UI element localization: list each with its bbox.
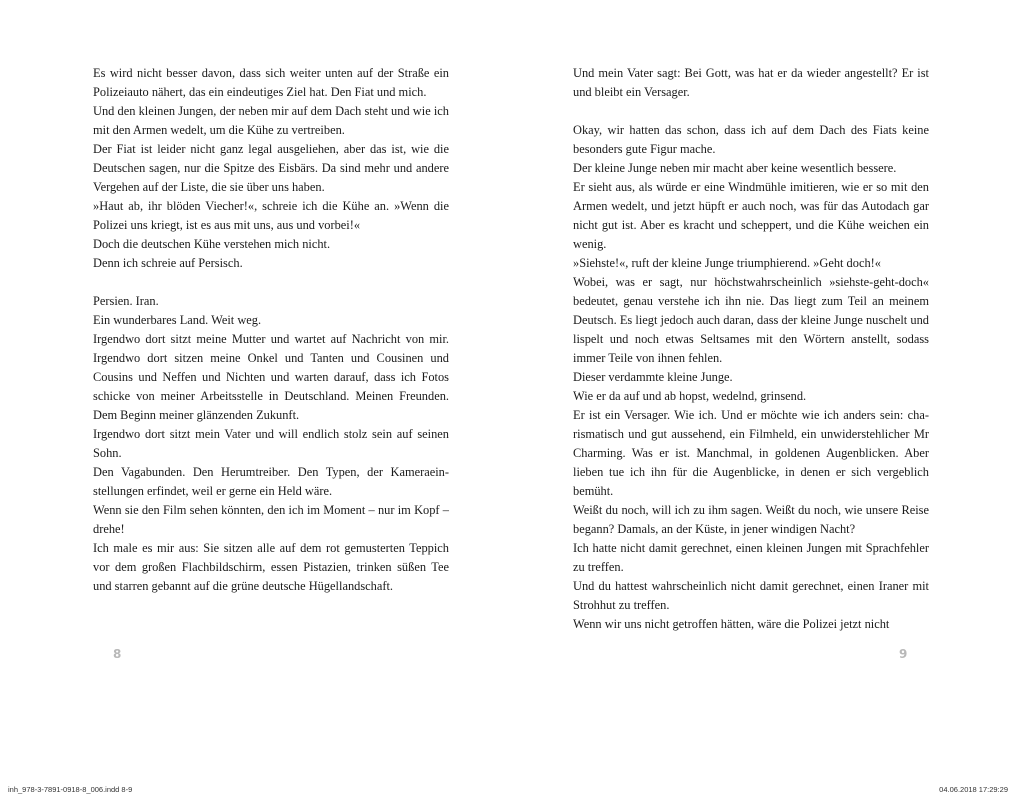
page-number-left: 8: [113, 647, 122, 661]
paragraph: Wenn wir uns nicht getroffen hätten, wäre die Polizei jetzt nicht: [573, 617, 890, 631]
paragraph: Und du hattest wahrscheinlich nicht damit gerechnet, einen Iraner mit Strohhut zu treffen.: [573, 579, 929, 612]
paragraph: Doch die deutschen Kühe verstehen mich nicht.: [93, 237, 331, 251]
paragraph: Den Vagabunden. Den Herumtreiber. Den Typen, der Kameraeinstellungen erfindet, weil er gerne ein Held wäre.: [93, 465, 449, 498]
paragraph: Okay, wir hatten das schon, dass ich auf dem Dach des Fiats keine besonders gute Figur mache.: [573, 123, 929, 156]
paragraph: Denn ich schreie auf Persisch.: [93, 256, 243, 270]
paragraph: Ich hatte nicht damit gerechnet, einen kleinen Jungen mit Sprachfehler zu treffen.: [573, 541, 929, 574]
paragraph: Dieser verdammte kleine Junge.: [573, 370, 733, 384]
paragraph: Es wird nicht besser davon, dass sich weiter unten auf der Straße ein Polizeiauto nähert, das ein eindeutiges Ziel hat. Den Fiat und mich.: [93, 66, 449, 99]
paragraph: Wobei, was er sagt, nur höchstwahrscheinlich »siehste-geht-doch« bedeutet, genau verstehe ich ihn nie. Das liegt zum Teil an meinem Deutsch. Es liegt jedoch auch daran, dass der kleine Junge nuschelt und lispelt und noch etwas Seltsames mit den Wörtern anstellt, sodass immer Teile von ihnen fehlen.: [573, 275, 929, 365]
paragraph: Er sieht aus, als würde er eine Windmühle imitieren, wie er so mit den Armen wedelt, und jetzt hüpft er auch noch, was für das Autodach gar nicht gut ist. Aber es kracht und scheppert, und die Kühe weichen ein wenig.: [573, 180, 929, 251]
paragraph: Weißt du noch, will ich zu ihm sagen. Weißt du noch, wie unsere Reise begann? Damals, an der Küste, in jener windigen Nacht?: [573, 503, 929, 536]
paragraph: Und den kleinen Jungen, der neben mir auf dem Dach steht und wie ich mit den Armen wedelt, um die Kühe zu vertreiben.: [93, 104, 449, 137]
paragraph: Wie er da auf und ab hopst, wedelnd, grinsend.: [573, 389, 807, 403]
paragraph: Der Fiat ist leider nicht ganz legal ausgeliehen, aber das ist, wie die Deutschen sagen, nur die Spitze des Eisbärs. Da sind mehr und andere Vergehen auf der Liste, die sie über uns haben.: [93, 142, 449, 194]
paragraph: Irgendwo dort sitzt mein Vater und will endlich stolz sein auf seinen Sohn.: [93, 427, 449, 460]
right-page-text: [573, 64, 929, 634]
paragraph: Irgendwo dort sitzt meine Mutter und wartet auf Nachricht von mir. Irgendwo dort sitzen meine Onkel und Tanten und Cousinen und Cousins und Neffen und Nichten und warten darauf, dass ich Fotos schicke von meiner Arbeitsstelle in Deutschland. Meinen Freunden. Dem Beginn meiner glänzenden Zukunft.: [93, 332, 449, 422]
paragraph: »Haut ab, ihr blöden Viecher!«, schreie ich die Kühe an. »Wenn die Polizei uns kriegt, ist es aus mit uns, aus und vorbei!«: [93, 199, 449, 232]
paragraph: Wenn sie den Film sehen könnten, den ich im Moment – nur im Kopf – drehe!: [93, 503, 449, 536]
paragraph: Er ist ein Versager. Wie ich. Und er möchte wie ich anders sein: charismatisch und gut aussehend, ein Filmheld, ein unwiderstehlicher Mr Charming. Was er ist. Manchmal, in goldenen Augenblicken. Aber lieben tue ich ihn für die Augenblicke, in denen er sich vergeblich bemüht.: [573, 408, 929, 498]
page-number-right: 9: [899, 647, 908, 661]
paragraph: Der kleine Junge neben mir macht aber keine wesentlich bessere.: [573, 161, 897, 175]
paragraph-spacer: [573, 102, 929, 121]
paragraph: »Siehste!«, ruft der kleine Junge triumphierend. »Geht doch!«: [573, 256, 881, 270]
left-page-text: [93, 64, 449, 596]
print-slug-datetime: 04.06.2018 17:29:29: [939, 785, 1008, 794]
paragraph: Und mein Vater sagt: Bei Gott, was hat er da wieder angestellt? Er ist und bleibt ein Versager.: [573, 66, 929, 99]
print-slug-filename: inh_978-3-7891-0918-8_006.indd 8-9: [8, 785, 133, 794]
paragraph: Ein wunderbares Land. Weit weg.: [93, 313, 262, 327]
paragraph-spacer: [93, 273, 449, 292]
paragraph: Persien. Iran.: [93, 294, 159, 308]
paragraph: Ich male es mir aus: Sie sitzen alle auf dem rot gemusterten Teppich vor dem großen Flachbildschirm, essen Pistazien, trinken süßen Tee und starren gebannt auf die grüne deutsche Hügellandschaft.: [93, 541, 449, 593]
